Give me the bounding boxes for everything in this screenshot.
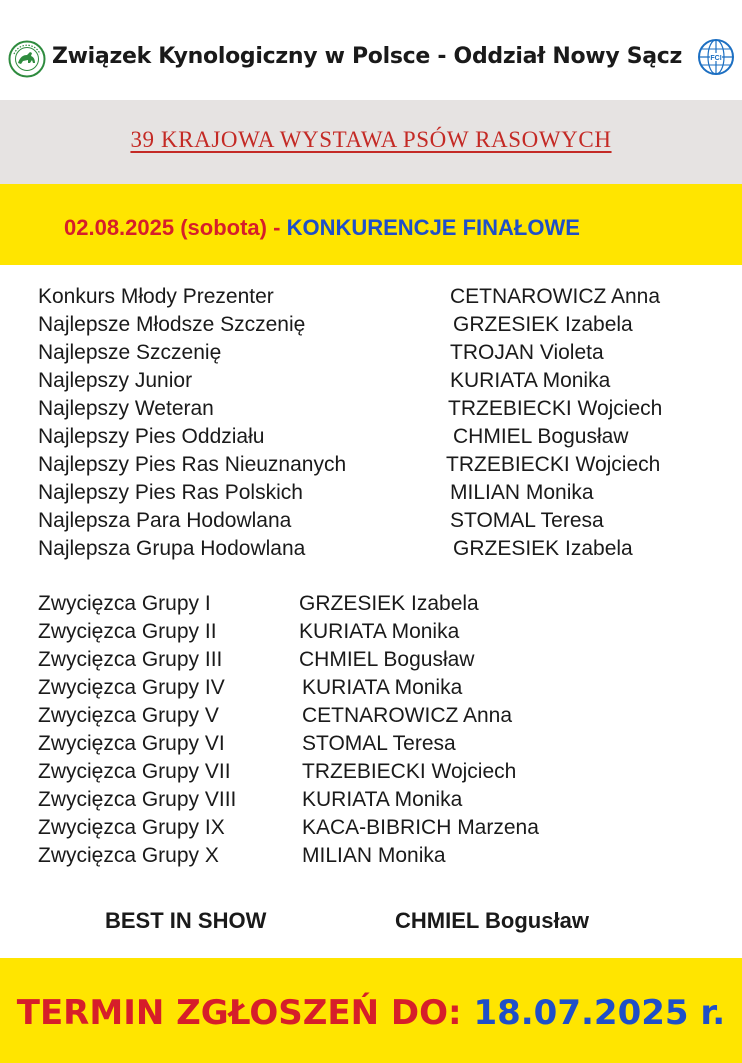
judge-name: KACA-BIBRICH Marzena [302, 816, 539, 839]
judge-name: KURIATA Monika [302, 676, 463, 699]
competition-label: Konkurs Młody Prezenter [38, 285, 274, 308]
competition-label: Najlepszy Pies Ras Nieuznanych [38, 453, 347, 476]
judge-name: KURIATA Monika [299, 620, 460, 643]
competition-label: Najlepsza Para Hodowlana [38, 509, 292, 532]
judge-name: STOMAL Teresa [450, 509, 604, 532]
judge-name: GRZESIEK Izabela [453, 313, 633, 336]
event-title: 39 KRAJOWA WYSTAWA PSÓW RASOWYCH [130, 127, 612, 152]
judge-name: GRZESIEK Izabela [453, 537, 633, 560]
group-label: Zwycięzca Grupy VI [38, 732, 225, 755]
judge-name: TRZEBIECKI Wojciech [446, 453, 661, 476]
competition-label: Najlepszy Weteran [38, 397, 214, 420]
group-label: Zwycięzca Grupy V [38, 704, 219, 727]
date-line [64, 215, 580, 241]
group-label: Zwycięzca Grupy IX [38, 816, 225, 839]
section-title: KONKURENCJE FINAŁOWE [286, 215, 580, 240]
judge-name: MILIAN Monika [302, 844, 446, 867]
competition-label: Najlepszy Pies Ras Polskich [38, 481, 303, 504]
judge-name: TRZEBIECKI Wojciech [302, 760, 517, 783]
group-label: Zwycięzca Grupy III [38, 648, 223, 671]
org-title: Związek Kynologiczny w Polsce - Oddział Nowy Sącz [52, 44, 683, 69]
best-in-show-judge: CHMIEL Bogusław [395, 908, 589, 933]
judge-name: CHMIEL Bogusław [299, 648, 475, 671]
deadline-label: TERMIN ZGŁOSZEŃ DO: [16, 993, 462, 1033]
group-label: Zwycięzca Grupy II [38, 620, 217, 643]
competition-label: Najlepszy Pies Oddziału [38, 425, 265, 448]
event-date: 02.08.2025 (sobota) - [64, 215, 281, 240]
svg-text:FCI: FCI [710, 55, 722, 62]
competition-label: Najlepsza Grupa Hodowlana [38, 537, 306, 560]
competition-label: Najlepsze Młodsze Szczenię [38, 313, 306, 336]
group-label: Zwycięzca Grupy IV [38, 676, 225, 699]
deadline-date: 18.07.2025 r. [473, 993, 726, 1033]
header [0, 0, 742, 100]
judge-name: STOMAL Teresa [302, 732, 456, 755]
group-label: Zwycięzca Grupy X [38, 844, 219, 867]
deadline-line [0, 993, 742, 1033]
zkwp-logo-icon [8, 40, 46, 78]
judge-name: KURIATA Monika [302, 788, 463, 811]
judge-name: CETNAROWICZ Anna [302, 704, 513, 727]
judge-name: CHMIEL Bogusław [453, 425, 629, 448]
group-label: Zwycięzca Grupy I [38, 592, 211, 615]
judge-name: TROJAN Violeta [450, 341, 604, 364]
competition-label: Najlepszy Junior [38, 369, 193, 392]
judge-name: TRZEBIECKI Wojciech [448, 397, 663, 420]
judge-name: CETNAROWICZ Anna [450, 285, 661, 308]
best-in-show-label: BEST IN SHOW [105, 908, 267, 933]
fci-globe-icon [697, 38, 735, 76]
group-label: Zwycięzca Grupy VII [38, 760, 231, 783]
group-label: Zwycięzca Grupy VIII [38, 788, 237, 811]
judge-name: KURIATA Monika [450, 369, 611, 392]
judge-name: GRZESIEK Izabela [299, 592, 479, 615]
judge-name: MILIAN Monika [450, 481, 594, 504]
competition-label: Najlepsze Szczenię [38, 341, 222, 364]
